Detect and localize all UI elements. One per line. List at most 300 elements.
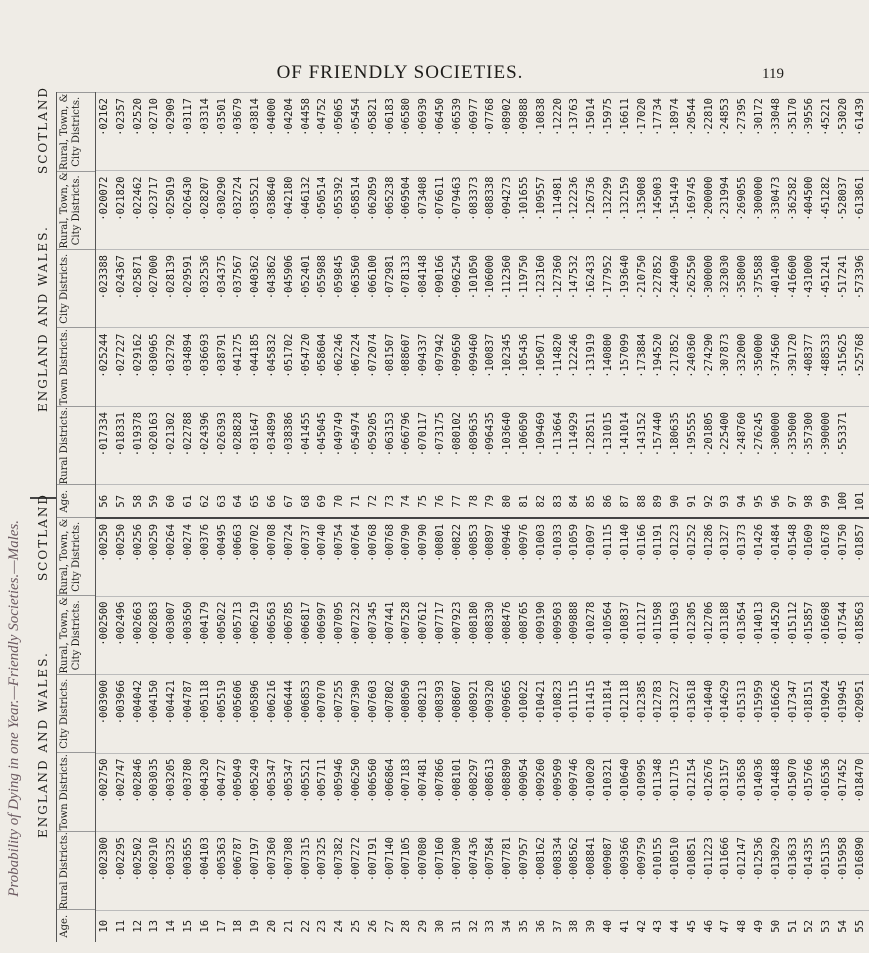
rate-cell: ·099650: [449, 327, 466, 406]
rate-cell: ·006787: [230, 831, 247, 910]
rate-cell: ·010823: [550, 674, 567, 753]
table-row: [96, 92, 113, 942]
rate-cell: ·358000: [734, 249, 751, 328]
rate-cell: ·01059: [566, 517, 583, 596]
rate-cell: ·06183: [382, 92, 399, 171]
rate-cell: ·002496: [113, 596, 130, 675]
rate-cell: ·04204: [281, 92, 298, 171]
rate-cell: ·01609: [801, 517, 818, 596]
rate-cell: ·010020: [583, 753, 600, 832]
rate-cell: ·007923: [449, 596, 466, 675]
rate-cell: ·10838: [533, 92, 550, 171]
rate-cell: ·002300: [96, 831, 113, 910]
rate-cell: ·114929: [566, 406, 583, 485]
rate-cell: ·014629: [717, 674, 734, 753]
age-cell: 27: [382, 910, 399, 942]
rate-cell: ·119750: [516, 249, 533, 328]
rate-cell: ·015959: [751, 674, 768, 753]
rate-cell: ·145003: [650, 170, 667, 249]
rate-cell: ·274290: [701, 327, 718, 406]
rate-cell: ·027227: [113, 327, 130, 406]
rate-cell: ·069504: [398, 170, 415, 249]
age-cell: 30: [432, 910, 449, 942]
rate-cell: ·002750: [96, 753, 113, 832]
rate-cell: ·078133: [398, 249, 415, 328]
rate-cell: ·044185: [247, 327, 264, 406]
rate-cell: ·17020: [634, 92, 651, 171]
rate-cell: ·003205: [163, 753, 180, 832]
mortality-table-rotated: [30, 85, 866, 942]
rate-cell: ·01750: [835, 517, 852, 596]
rate-cell: ·03679: [230, 92, 247, 171]
rate-cell: ·007140: [382, 831, 399, 910]
rate-cell: ·007308: [281, 831, 298, 910]
table-row: [701, 92, 718, 942]
rate-cell: ·015135: [818, 831, 835, 910]
rate-cell: ·006216: [264, 674, 281, 753]
right-column-header: Age.: [57, 484, 95, 517]
rate-cell: ·007436: [466, 831, 483, 910]
rate-cell: ·011963: [667, 596, 684, 675]
mortality-table: [30, 85, 866, 942]
age-cell: 33: [482, 910, 499, 942]
rate-cell: ·063153: [382, 406, 399, 485]
rate-cell: ·517241: [835, 249, 852, 328]
rate-cell: ·009888: [566, 596, 583, 675]
rate-cell: ·01426: [751, 517, 768, 596]
age-cell: 68: [298, 484, 315, 516]
rate-cell: ·154149: [667, 170, 684, 249]
region-header-row: [30, 85, 57, 942]
table-row: [499, 92, 516, 942]
age-cell: 41: [617, 910, 634, 942]
rate-cell: ·003035: [146, 753, 163, 832]
rate-cell: ·023388: [96, 249, 113, 328]
rate-cell: ·005711: [314, 753, 331, 832]
table-row: [550, 92, 567, 942]
rate-cell: ·525768: [852, 327, 869, 406]
rate-cell: ·010851: [684, 831, 701, 910]
rate-cell: ·089635: [466, 406, 483, 485]
age-cell: 35: [516, 910, 533, 942]
rate-cell: ·046132: [298, 170, 315, 249]
rate-cell: ·002502: [130, 831, 147, 910]
left-column-header: Rural Districts.: [57, 831, 95, 909]
rate-cell: ·012536: [751, 831, 768, 910]
table-row: [130, 92, 147, 942]
table-row: [835, 92, 852, 942]
age-cell: 10: [96, 910, 113, 942]
age-cell: 59: [146, 484, 163, 516]
rate-cell: ·528037: [835, 170, 852, 249]
rate-cell: ·007612: [415, 596, 432, 675]
table-row: [717, 92, 734, 942]
rate-cell: ·066796: [398, 406, 415, 485]
rate-cell: ·088607: [398, 327, 415, 406]
rate-cell: ·005519: [214, 674, 231, 753]
rate-cell: ·083373: [466, 170, 483, 249]
age-cell: 71: [348, 484, 365, 516]
rate-cell: ·013227: [667, 674, 684, 753]
rate-cell: ·374560: [768, 327, 785, 406]
rate-cell: ·112360: [499, 249, 516, 328]
rate-cell: ·006560: [365, 753, 382, 832]
rate-cell: ·052401: [298, 249, 315, 328]
rate-cell: ·217852: [667, 327, 684, 406]
rate-cell: ·005022: [214, 596, 231, 675]
age-cell: 94: [734, 484, 751, 516]
rate-cell: ·362582: [785, 170, 802, 249]
table-row: [449, 92, 466, 942]
rate-cell: ·005946: [331, 753, 348, 832]
rate-cell: ·011348: [650, 753, 667, 832]
rate-cell: ·010640: [617, 753, 634, 832]
rate-cell: ·15014: [583, 92, 600, 171]
rate-cell: ·019378: [130, 406, 147, 485]
rate-cell: ·193640: [617, 249, 634, 328]
rate-cell: ·015313: [734, 674, 751, 753]
rate-cell: ·194520: [650, 327, 667, 406]
rate-cell: ·03314: [197, 92, 214, 171]
rate-cell: ·012676: [701, 753, 718, 832]
rate-cell: ·006250: [348, 753, 365, 832]
rate-cell: ·073175: [432, 406, 449, 485]
rate-cell: ·003900: [96, 674, 113, 753]
rate-cell: ·01166: [634, 517, 651, 596]
rate-cell: ·011217: [634, 596, 651, 675]
age-cell: 90: [667, 484, 684, 516]
rate-cell: ·53020: [835, 92, 852, 171]
rate-cell: ·007441: [382, 596, 399, 675]
rate-cell: ·013658: [734, 753, 751, 832]
table-row: [667, 92, 684, 942]
rate-cell: ·07768: [482, 92, 499, 171]
age-cell: 52: [801, 910, 818, 942]
rate-cell: ·613861: [852, 170, 869, 249]
rate-cell: ·201805: [701, 406, 718, 485]
rate-cell: ·097942: [432, 327, 449, 406]
rate-cell: ·045045: [314, 406, 331, 485]
table-row: [801, 92, 818, 942]
table-row: [617, 92, 634, 942]
rate-cell: ·012154: [684, 753, 701, 832]
rate-cell: ·050514: [314, 170, 331, 249]
rate-cell: ·041455: [298, 406, 315, 485]
rate-cell: ·010510: [667, 831, 684, 910]
rate-cell: ·022462: [130, 170, 147, 249]
age-cell: 31: [449, 910, 466, 942]
rate-cell: ·05065: [331, 92, 348, 171]
rate-cell: ·028139: [163, 249, 180, 328]
rate-cell: ·61439: [852, 92, 869, 171]
rate-cell: ·072074: [365, 327, 382, 406]
rate-cell: ·014335: [801, 831, 818, 910]
rate-cell: ·248760: [734, 406, 751, 485]
rate-cell: ·025871: [130, 249, 147, 328]
rate-cell: ·002500: [96, 596, 113, 675]
rate-cell: ·008607: [449, 674, 466, 753]
age-cell: 85: [583, 484, 600, 516]
rate-cell: ·006853: [298, 674, 315, 753]
rate-cell: ·016698: [818, 596, 835, 675]
table-row: [298, 92, 315, 942]
rate-cell: ·357300: [801, 406, 818, 485]
rate-cell: ·00663: [230, 517, 247, 596]
side-margin: [6, 520, 24, 950]
rate-cell: ·005521: [298, 753, 315, 832]
rate-cell: ·055988: [314, 249, 331, 328]
age-cell: 24: [331, 910, 348, 942]
rate-cell: ·300000: [768, 406, 785, 485]
rate-cell: ·018563: [852, 596, 869, 675]
rate-cell: ·007345: [365, 596, 382, 675]
rate-cell: ·00740: [314, 517, 331, 596]
rate-cell: ·012783: [650, 674, 667, 753]
age-cell: 89: [650, 484, 667, 516]
rate-cell: ·004042: [130, 674, 147, 753]
rate-cell: ·06580: [398, 92, 415, 171]
page-header: OF FRIENDLY SOCIETIES.: [276, 62, 524, 83]
rate-cell: ·009366: [617, 831, 634, 910]
rate-cell: ·04458: [298, 92, 315, 171]
rate-cell: ·00976: [516, 517, 533, 596]
rate-cell: ·00376: [197, 517, 214, 596]
age-cell: 22: [298, 910, 315, 942]
age-cell: 64: [230, 484, 247, 516]
rate-cell: ·019024: [818, 674, 835, 753]
rate-cell: ·011598: [650, 596, 667, 675]
table-row: [214, 92, 231, 942]
age-cell: 44: [667, 910, 684, 942]
rate-cell: ·014488: [768, 753, 785, 832]
table-row: [634, 92, 651, 942]
table-row: [247, 92, 264, 942]
age-cell: 86: [600, 484, 617, 516]
side-margin-text: Probability of Dying in one Year.—Friendly Societies.—Males.: [6, 520, 22, 897]
rate-cell: ·177952: [600, 249, 617, 328]
rate-cell: ·043862: [264, 249, 281, 328]
age-cell: 34: [499, 910, 516, 942]
rate-cell: ·231994: [717, 170, 734, 249]
table-row: [533, 92, 550, 942]
rate-cell: ·019945: [835, 674, 852, 753]
age-cell: 62: [197, 484, 214, 516]
age-cell: 63: [214, 484, 231, 516]
rate-cell: ·007957: [516, 831, 533, 910]
rate-cell: ·045906: [281, 249, 298, 328]
age-cell: 49: [751, 910, 768, 942]
rate-cell: ·103640: [499, 406, 516, 485]
age-cell: 23: [314, 910, 331, 942]
rate-cell: ·18974: [667, 92, 684, 171]
table-row: [432, 92, 449, 942]
rate-cell: ·225400: [717, 406, 734, 485]
rate-cell: ·055392: [331, 170, 348, 249]
rate-cell: ·27395: [734, 92, 751, 171]
age-cell: 79: [482, 484, 499, 516]
rate-cell: ·276245: [751, 406, 768, 485]
rate-cell: ·157099: [617, 327, 634, 406]
rate-cell: ·024396: [197, 406, 214, 485]
rate-cell: ·010421: [533, 674, 550, 753]
rate-cell: ·013618: [684, 674, 701, 753]
rate-cell: ·042180: [281, 170, 298, 249]
rate-cell: ·011715: [667, 753, 684, 832]
age-cell: 93: [717, 484, 734, 516]
rate-cell: ·015766: [801, 753, 818, 832]
rate-cell: ·00754: [331, 517, 348, 596]
table-row: [230, 92, 247, 942]
right-column-header: City Districts.: [57, 249, 95, 327]
age-cell: 66: [264, 484, 281, 516]
rate-cell: ·100837: [482, 327, 499, 406]
rate-cell: ·004421: [163, 674, 180, 753]
rate-cell: ·08902: [499, 92, 516, 171]
right-column-header: Rural, Town, & City Districts.: [57, 171, 95, 249]
rate-cell: ·416600: [785, 249, 802, 328]
rate-cell: ·451241: [818, 249, 835, 328]
age-cell: 61: [180, 484, 197, 516]
age-cell: 58: [130, 484, 147, 516]
rate-cell: ·01286: [701, 517, 718, 596]
rate-cell: ·008841: [583, 831, 600, 910]
rate-cell: ·004320: [197, 753, 214, 832]
rate-cell: ·00790: [415, 517, 432, 596]
rate-cell: ·122246: [566, 327, 583, 406]
rate-cell: ·01003: [533, 517, 550, 596]
rate-cell: ·24853: [717, 92, 734, 171]
rate-cell: ·105436: [516, 327, 533, 406]
age-cell: 96: [768, 484, 785, 516]
rate-cell: ·016626: [768, 674, 785, 753]
rate-cell: ·081507: [382, 327, 399, 406]
rate-cell: ·02710: [146, 92, 163, 171]
left-region-label: ENGLAND AND WALES.: [36, 651, 50, 838]
rate-cell: ·027000: [146, 249, 163, 328]
rate-cell: ·009665: [499, 674, 516, 753]
rate-cell: ·011415: [583, 674, 600, 753]
age-cell: 99: [818, 484, 835, 516]
rate-cell: ·00708: [264, 517, 281, 596]
rate-cell: ·007603: [365, 674, 382, 753]
rate-cell: ·007325: [314, 831, 331, 910]
column-header-row: [57, 92, 96, 942]
right-region-label: ENGLAND AND WALES.: [36, 225, 50, 412]
rate-cell: ·007584: [482, 831, 499, 910]
rate-cell: ·003650: [180, 596, 197, 675]
rate-cell: ·431000: [801, 249, 818, 328]
rate-cell: ·09888: [516, 92, 533, 171]
right-scotland-label: SCOTLAND: [36, 85, 50, 174]
rate-cell: ·135008: [634, 170, 651, 249]
rate-cell: ·141014: [617, 406, 634, 485]
age-cell: 83: [550, 484, 567, 516]
rate-cell: ·084148: [415, 249, 432, 328]
rate-cell: ·003007: [163, 596, 180, 675]
rate-cell: ·06977: [466, 92, 483, 171]
rate-cell: ·010837: [617, 596, 634, 675]
rate-cell: ·269055: [734, 170, 751, 249]
rate-cell: ·008765: [516, 596, 533, 675]
rate-cell: ·072981: [382, 249, 399, 328]
age-cell: 91: [684, 484, 701, 516]
rate-cell: ·024367: [113, 249, 130, 328]
age-cell: 38: [566, 910, 583, 942]
age-cell: 32: [466, 910, 483, 942]
age-cell: 75: [415, 484, 432, 516]
rate-cell: ·040362: [247, 249, 264, 328]
rate-cell: ·227852: [650, 249, 667, 328]
rate-cell: ·401400: [768, 249, 785, 328]
rate-cell: ·007095: [331, 596, 348, 675]
rate-cell: ·011814: [600, 674, 617, 753]
rate-cell: ·147532: [566, 249, 583, 328]
rate-cell: ·059205: [365, 406, 382, 485]
age-cell: 16: [197, 910, 214, 942]
rate-cell: ·090166: [432, 249, 449, 328]
table-row: [146, 92, 163, 942]
age-cell: 56: [96, 484, 113, 516]
table-row: [331, 92, 348, 942]
rate-cell: ·20544: [684, 92, 701, 171]
rate-cell: ·006997: [314, 596, 331, 675]
rate-cell: ·00724: [281, 517, 298, 596]
left-column-header: Town Districts.: [57, 752, 95, 830]
rate-cell: ·22810: [701, 92, 718, 171]
rate-cell: ·00256: [130, 517, 147, 596]
rate-cell: ·054720: [298, 327, 315, 406]
rate-cell: ·323030: [717, 249, 734, 328]
rate-cell: ·010022: [516, 674, 533, 753]
age-cell: 12: [130, 910, 147, 942]
rate-cell: ·39556: [801, 92, 818, 171]
rate-cell: ·062059: [365, 170, 382, 249]
age-cell: 95: [751, 484, 768, 516]
rate-cell: ·109557: [533, 170, 550, 249]
rate-cell: ·06450: [432, 92, 449, 171]
rate-cell: ·007717: [432, 596, 449, 675]
age-cell: 17: [214, 910, 231, 942]
age-cell: 97: [785, 484, 802, 516]
rate-cell: ·005606: [230, 674, 247, 753]
rate-cell: ·332000: [734, 327, 751, 406]
rate-cell: ·028828: [230, 406, 247, 485]
right-column-header: Town Districts.: [57, 327, 95, 405]
rate-cell: ·330473: [768, 170, 785, 249]
rate-cell: ·010155: [650, 831, 667, 910]
rate-cell: ·004150: [146, 674, 163, 753]
rate-cell: ·01191: [650, 517, 667, 596]
age-cell: 54: [835, 910, 852, 942]
rate-cell: ·015070: [785, 753, 802, 832]
rate-cell: ·011115: [566, 674, 583, 753]
table-body: [96, 92, 869, 942]
rate-cell: ·553371: [835, 406, 852, 485]
table-row: [566, 92, 583, 942]
table-row: [466, 92, 483, 942]
rate-cell: ·035521: [247, 170, 264, 249]
rate-cell: ·058604: [314, 327, 331, 406]
rate-cell: ·05454: [348, 92, 365, 171]
rate-cell: ·335000: [785, 406, 802, 485]
age-cell: 100: [835, 484, 852, 516]
table-row: [583, 92, 600, 942]
rate-cell: ·00801: [432, 517, 449, 596]
rate-cell: ·00259: [146, 517, 163, 596]
rate-cell: ·009503: [550, 596, 567, 675]
age-cell: 50: [768, 910, 785, 942]
rate-cell: ·195555: [684, 406, 701, 485]
